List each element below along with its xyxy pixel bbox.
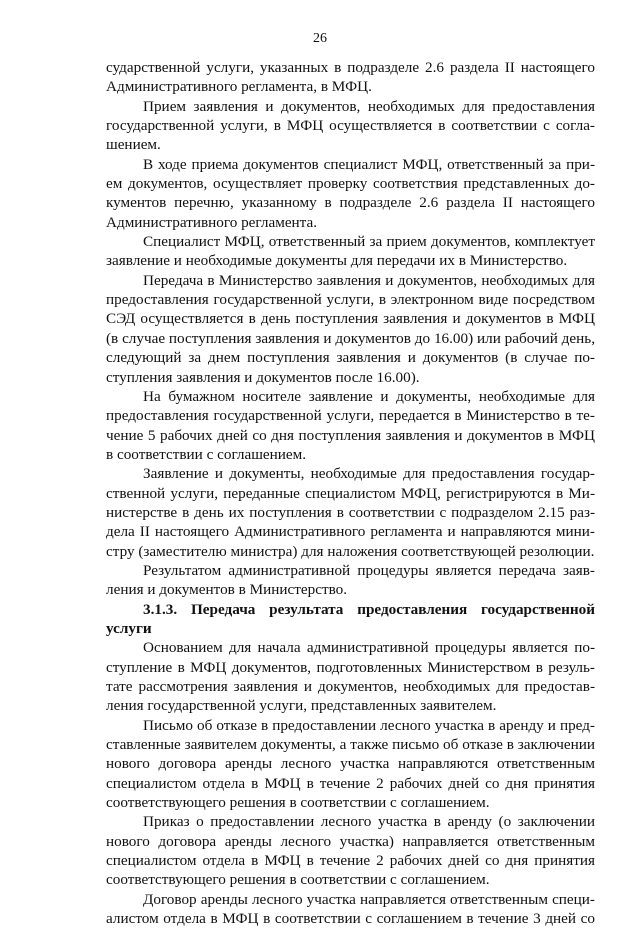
paragraph (106, 97, 595, 155)
heading-line: услуги (106, 619, 152, 637)
text-line: нового договора аренды лесного участка) направляется ответственным (106, 832, 595, 850)
text-line: Основанием для начала административной процедуры является по- (143, 639, 595, 657)
text-line: нистерстве в день их поступления в соответствии с подразделом 2.15 раз- (106, 503, 595, 521)
text-line: ления и документов в Министерство. (106, 581, 348, 599)
text-line: Передача в Министерство заявления и документов, необходимых для (143, 271, 595, 289)
text-line: СЭД осуществляется в день поступления заявления и документов в МФЦ (106, 310, 595, 328)
paragraph (106, 387, 595, 464)
text-line: специалистом отдела в МФЦ в течение 2 рабочих дней со дня принятия (106, 774, 595, 792)
text-line: Результатом административной процедуры является передача заяв- (143, 561, 595, 579)
text-line: сударственной услуги, указанных в подразделе 2.6 раздела II настоящего (106, 59, 595, 76)
text-line: ставленные заявителем документы, а также письмо об отказе в заключении (106, 736, 595, 754)
paragraph (106, 890, 595, 928)
section-heading (106, 600, 595, 639)
paragraph (106, 232, 595, 271)
text-line: Приказ о предоставлении лесного участка в аренду (о заключении (143, 813, 595, 831)
text-line: заявление и необходимые документы для передачи их в Министерство. (106, 252, 568, 270)
text-line: Заявление и документы, необходимые для предоставления государ- (143, 465, 595, 483)
text-line: в соответствии с соглашением. (106, 445, 307, 463)
paragraph (106, 271, 595, 387)
text-line: кументов перечню, указанному в подразделе 2.6 раздела II настоящего (106, 194, 595, 212)
text-line: В ходе приема документов специалист МФЦ, ответственный за при- (143, 155, 595, 173)
text-line: специалистом отдела в МФЦ в течение 2 рабочих дней со дня принятия (106, 852, 595, 870)
text-line: ственной услуги, переданные специалистом МФЦ, регистрируются в Ми- (106, 484, 595, 502)
text-line: стру (заместителю министра) для наложения соответствующей резолюции. (106, 542, 595, 560)
text-line: На бумажном носителе заявление и документы, необходимые для (143, 387, 595, 405)
document-body (106, 58, 595, 928)
text-line: ем документов, осуществляет проверку соответствия представленных до- (106, 175, 595, 193)
heading-line: 3.1.3. Передача результата предоставления государственной (143, 600, 595, 618)
page-number: 26 (313, 31, 327, 46)
text-line: (в случае поступления заявления и документов до 16.00) или рабочий день, (106, 329, 595, 347)
text-line: чение 5 рабочих дней со дня поступления заявления и документов в МФЦ (106, 426, 595, 444)
paragraph (106, 561, 595, 600)
paragraph (106, 464, 595, 561)
text-line: тате рассмотрения заявления и документов, необходимых для предостав- (106, 678, 595, 695)
paragraph (106, 155, 595, 232)
text-line: государственной услуги, в МФЦ осуществляется в соответствии с согла- (106, 117, 595, 135)
text-line: следующий за днем поступления заявления и документов (в случае по- (106, 349, 595, 367)
text-line: ления государственной услуги, представленных заявителем. (106, 697, 497, 715)
paragraph (106, 812, 595, 889)
text-line: ступления заявления и документов после 16.00). (106, 368, 420, 386)
paragraph (106, 58, 595, 97)
text-line: Административного регламента. (106, 213, 318, 231)
text-line: алистом отдела в МФЦ в соответствии с соглашением в течение 3 дней со (106, 910, 595, 928)
text-line: нового договора аренды лесного участка направляются ответственным (106, 755, 595, 773)
text-line: предоставления государственной услуги, в электронном виде посредством (106, 291, 595, 309)
text-line: Письмо об отказе в предоставлении лесного участка в аренду и пред- (143, 716, 595, 734)
text-line: предоставления государственной услуги, передается в Министерство в те- (106, 407, 595, 425)
text-line: Специалист МФЦ, ответственный за прием документов, комплектует (143, 233, 595, 251)
text-line: Административного регламента, в МФЦ. (106, 78, 372, 96)
text-line: дела II настоящего Административного регламента и направляются мини- (106, 523, 595, 541)
text-line: Прием заявления и документов, необходимых для предоставления (143, 97, 595, 115)
paragraph (106, 638, 595, 715)
text-line: шением. (106, 136, 161, 154)
text-line: Договор аренды лесного участка направляется ответственным специ- (143, 890, 595, 908)
text-line: соответствующего решения в соответствии с соглашением. (106, 794, 490, 812)
text-line: соответствующего решения в соответствии с соглашением. (106, 871, 490, 889)
text-line: ступление в МФЦ документов, подготовленных Министерством в резуль- (106, 658, 595, 676)
paragraph (106, 716, 595, 813)
